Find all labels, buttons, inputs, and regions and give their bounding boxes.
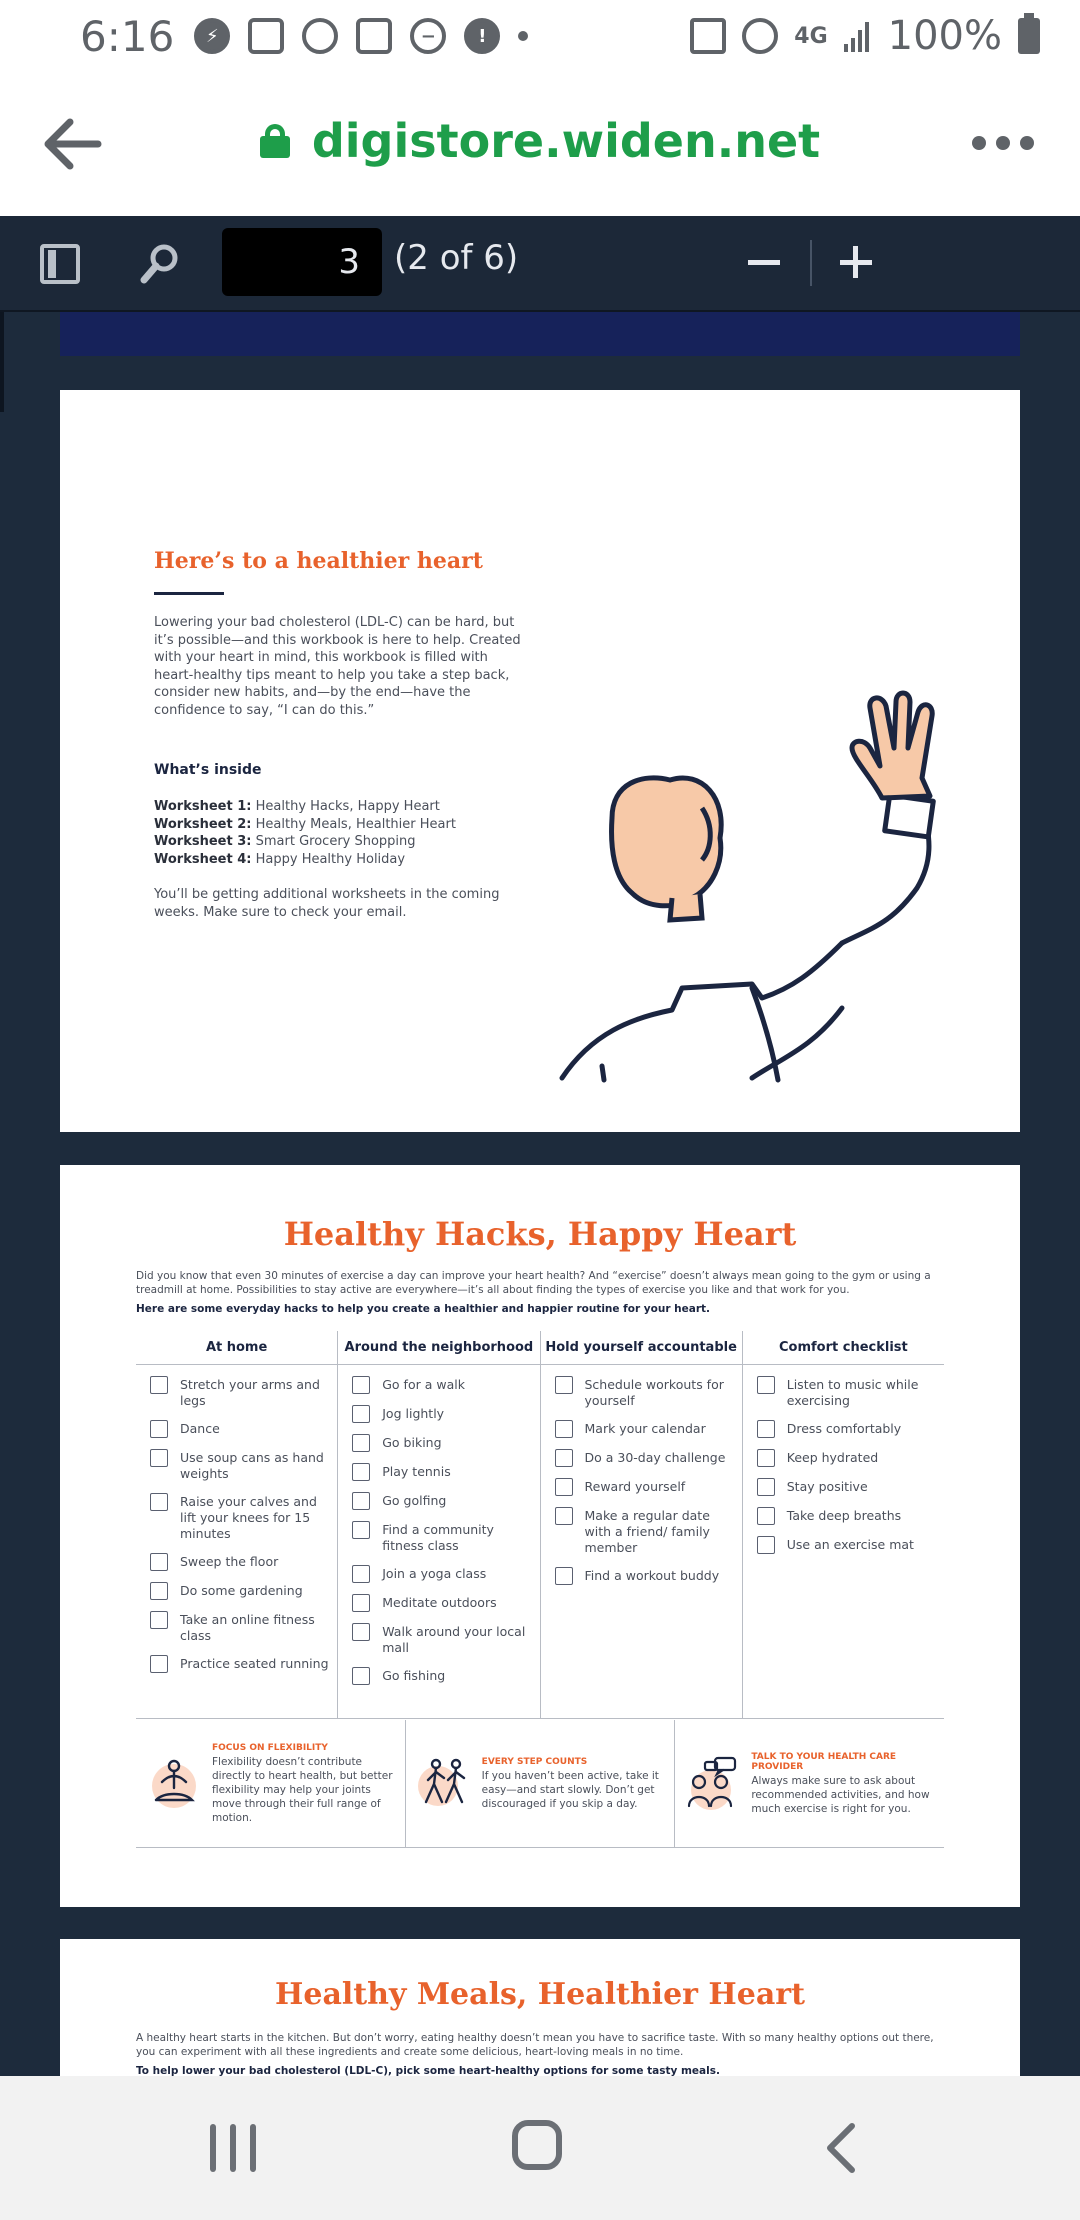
list-item[interactable]: Reward yourself: [555, 1479, 734, 1496]
checkbox[interactable]: [352, 1492, 370, 1510]
page-number-input[interactable]: 3: [222, 228, 382, 296]
pdf-page-1: [60, 390, 1020, 1132]
toolbar-divider: [810, 240, 812, 286]
status-right-icons: [690, 13, 1040, 59]
list-item: Worksheet 1: Healthy Hacks, Happy Heart: [154, 799, 440, 814]
checkbox[interactable]: [555, 1449, 573, 1467]
list-item[interactable]: Dance: [150, 1421, 329, 1438]
zoom-in-button[interactable]: [840, 238, 876, 286]
page1-intro: Lowering your bad cholesterol (LDL-C) can be hard, but it’s possible—and this workbook is here to help. Created with your heart in mind, this workbook is filled with heart-healthy tips meant to help you take a step back, consider new habits, and—by the end—have the confidence to say, “I can do this.”: [154, 615, 521, 718]
checkbox[interactable]: [150, 1376, 168, 1394]
list-item[interactable]: Practice seated running: [150, 1656, 329, 1673]
zoom-out-button[interactable]: [748, 238, 784, 286]
meditation-icon: [146, 1756, 202, 1812]
home-icon[interactable]: [512, 2120, 562, 2170]
more-dots-icon[interactable]: [972, 136, 1034, 150]
tip-steps: [406, 1720, 676, 1847]
list-item[interactable]: Stay positive: [757, 1479, 936, 1496]
walking-people-icon: [416, 1756, 472, 1812]
checkbox[interactable]: [757, 1507, 775, 1525]
list-item[interactable]: Go for a walk: [352, 1377, 531, 1394]
wifi-icon: [742, 18, 778, 54]
tip-body: Flexibility doesn’t contribute directly to heart health, but better flexibility may help your joints move through their full range of motion.: [212, 1755, 393, 1824]
checkbox[interactable]: [352, 1463, 370, 1481]
list-item[interactable]: Schedule workouts for yourself: [555, 1377, 734, 1409]
previous-page-edge: [60, 312, 1020, 356]
tip-heading: EVERY STEP COUNTS: [481, 1756, 588, 1767]
recents-icon[interactable]: [210, 2124, 256, 2172]
alert-icon: !: [464, 18, 500, 54]
browser-url-bar: [0, 72, 1080, 216]
tip-body: Always make sure to ask about recommended activities, and how much exercise is right for you.: [751, 1774, 930, 1815]
checkbox[interactable]: [757, 1420, 775, 1438]
checkbox[interactable]: [555, 1376, 573, 1394]
list-item[interactable]: Keep hydrated: [757, 1450, 936, 1467]
checkbox[interactable]: [352, 1376, 370, 1394]
tips-row: [136, 1720, 944, 1848]
lock-icon: [260, 124, 290, 158]
checkbox[interactable]: [352, 1405, 370, 1423]
list-item[interactable]: Go fishing: [352, 1668, 531, 1685]
checkbox[interactable]: [757, 1376, 775, 1394]
nav-back-icon[interactable]: [822, 2122, 862, 2174]
checkbox[interactable]: [150, 1449, 168, 1467]
url-display[interactable]: [0, 114, 1080, 168]
list-item[interactable]: Go biking: [352, 1435, 531, 1452]
column-header: Around the neighborhood: [338, 1331, 539, 1365]
list-item[interactable]: Walk around your local mall: [352, 1624, 531, 1656]
checkbox[interactable]: [352, 1623, 370, 1641]
checkbox[interactable]: [352, 1521, 370, 1539]
list-item[interactable]: Find a community fitness class: [352, 1522, 531, 1554]
list-item[interactable]: Make a regular date with a friend/ family member: [555, 1508, 734, 1556]
checkbox[interactable]: [757, 1478, 775, 1496]
status-left-icons: [194, 18, 528, 54]
list-item[interactable]: Play tennis: [352, 1464, 531, 1481]
battery-percent: 100%: [887, 13, 1002, 59]
list-item[interactable]: Mark your calendar: [555, 1421, 734, 1438]
checkbox[interactable]: [150, 1611, 168, 1629]
list-item[interactable]: Join a yoga class: [352, 1566, 531, 1583]
page3-title: Healthy Meals, Healthier Heart: [275, 1977, 805, 2012]
pdf-page-3: [60, 1939, 1020, 2076]
column-header: At home: [136, 1331, 337, 1365]
checkbox[interactable]: [150, 1655, 168, 1673]
viewer-edge: [0, 312, 4, 412]
pdf-page-2: [60, 1165, 1020, 1907]
list-item[interactable]: Take deep breaths: [757, 1508, 936, 1525]
list-item[interactable]: Sweep the floor: [150, 1554, 329, 1571]
column-neighborhood: [338, 1331, 540, 1718]
list-item: Worksheet 4: Happy Healthy Holiday: [154, 851, 406, 867]
status-bar: [0, 0, 1080, 72]
do-not-disturb-icon: −: [410, 18, 446, 54]
hacks-table: [136, 1331, 944, 1719]
column-accountable: [541, 1331, 743, 1718]
tip-heading: TALK TO YOUR HEALTH CARE PROVIDER: [751, 1751, 897, 1772]
list-item[interactable]: Raise your calves and lift your knees for 15 minutes: [150, 1494, 329, 1542]
list-item[interactable]: Go golfing: [352, 1493, 531, 1510]
list-item[interactable]: Find a workout buddy: [555, 1568, 734, 1585]
column-comfort: [743, 1331, 944, 1718]
waving-man-illustration: [552, 688, 972, 1088]
list-item: Worksheet 2: Healthy Meals, Healthier Heart: [154, 816, 456, 832]
worksheet-list: [154, 798, 456, 868]
checkbox[interactable]: [757, 1449, 775, 1467]
pdf-viewer[interactable]: [0, 312, 1080, 2076]
list-item[interactable]: Take an online fitness class: [150, 1612, 329, 1644]
list-item[interactable]: Use soup cans as hand weights: [150, 1450, 329, 1482]
folder-icon: [356, 18, 392, 54]
dot-icon: [518, 31, 528, 41]
page-count: (2 of 6): [394, 238, 519, 278]
column-header: Hold yourself accountable: [541, 1331, 742, 1365]
column-header: Comfort checklist: [743, 1331, 944, 1365]
signal-icon: [844, 20, 872, 52]
checkbox[interactable]: [352, 1594, 370, 1612]
network-type: 4G: [794, 23, 828, 49]
checkbox[interactable]: [555, 1420, 573, 1438]
mute-icon: [690, 18, 726, 54]
column-at-home: [136, 1331, 338, 1718]
tip-heading: FOCUS ON FLEXIBILITY: [212, 1742, 328, 1753]
list-item[interactable]: Do some gardening: [150, 1583, 329, 1600]
list-item[interactable]: Do a 30-day challenge: [555, 1450, 734, 1467]
system-nav-bar: [0, 2076, 1080, 2220]
page3-intro-bold: To help lower your bad cholesterol (LDL-C), pick some heart-healthy options for some tasty meals.: [136, 2065, 720, 2076]
page2-intro-bold: Here are some everyday hacks to help you create a healthier and happier routine for your heart.: [136, 1303, 711, 1315]
battery-icon: [1018, 18, 1040, 54]
list-item[interactable]: Meditate outdoors: [352, 1595, 531, 1612]
doctor-chat-icon: [685, 1756, 741, 1812]
whats-inside-heading: What’s inside: [154, 762, 262, 778]
checkbox[interactable]: [555, 1567, 573, 1585]
checkbox[interactable]: [150, 1420, 168, 1438]
wallet-icon: [248, 18, 284, 54]
tip-provider: [675, 1720, 944, 1847]
page1-note: You’ll be getting additional worksheets in the coming weeks. Make sure to check your email.: [154, 887, 500, 920]
checkbox[interactable]: [352, 1667, 370, 1685]
page1-title: Here’s to a healthier heart: [154, 548, 483, 574]
list-item[interactable]: Listen to music while exercising: [757, 1377, 936, 1409]
checkbox[interactable]: [150, 1493, 168, 1511]
page2-intro: Did you know that even 30 minutes of exercise a day can improve your heart health? And “exercise” doesn’t always mean going to the gym or using a treadmill at home. Possibilities to stay active are everywhere—it’s all about finding the types of exercise you like and that work for you.: [136, 1270, 931, 1296]
list-item[interactable]: Stretch your arms and legs: [150, 1377, 329, 1409]
list-item: Worksheet 3: Smart Grocery Shopping: [154, 834, 416, 849]
sidebar-toggle-icon[interactable]: [40, 244, 80, 284]
list-item[interactable]: Dress comfortably: [757, 1421, 936, 1438]
checkbox[interactable]: [555, 1507, 573, 1525]
title-underline: [154, 592, 224, 595]
page3-intro: A healthy heart starts in the kitchen. But don’t worry, eating healthy doesn’t mean you have to sacrifice taste. With so many healthy options out there, you can experiment with all these ingredients and create some delicious, heart-loving meals in no time.: [136, 2032, 934, 2058]
search-icon[interactable]: [140, 242, 182, 284]
shield-icon: [302, 18, 338, 54]
tip-flexibility: [136, 1720, 406, 1847]
checkbox[interactable]: [352, 1434, 370, 1452]
page2-title: Healthy Hacks, Happy Heart: [283, 1215, 797, 1253]
checkbox[interactable]: [757, 1536, 775, 1554]
data-saver-icon: ⚡: [194, 18, 230, 54]
checkbox[interactable]: [150, 1582, 168, 1600]
list-item[interactable]: Use an exercise mat: [757, 1537, 936, 1554]
pdf-toolbar: [0, 216, 1080, 312]
checkbox[interactable]: [352, 1565, 370, 1583]
tip-body: If you haven’t been active, take it easy—and start slowly. Don’t get discouraged if you skip a day.: [481, 1769, 659, 1810]
url-text: digistore.widen.net: [311, 114, 821, 168]
status-time: 6:16: [80, 11, 175, 61]
checkbox[interactable]: [555, 1478, 573, 1496]
checkbox[interactable]: [150, 1553, 168, 1571]
list-item[interactable]: Jog lightly: [352, 1406, 531, 1423]
